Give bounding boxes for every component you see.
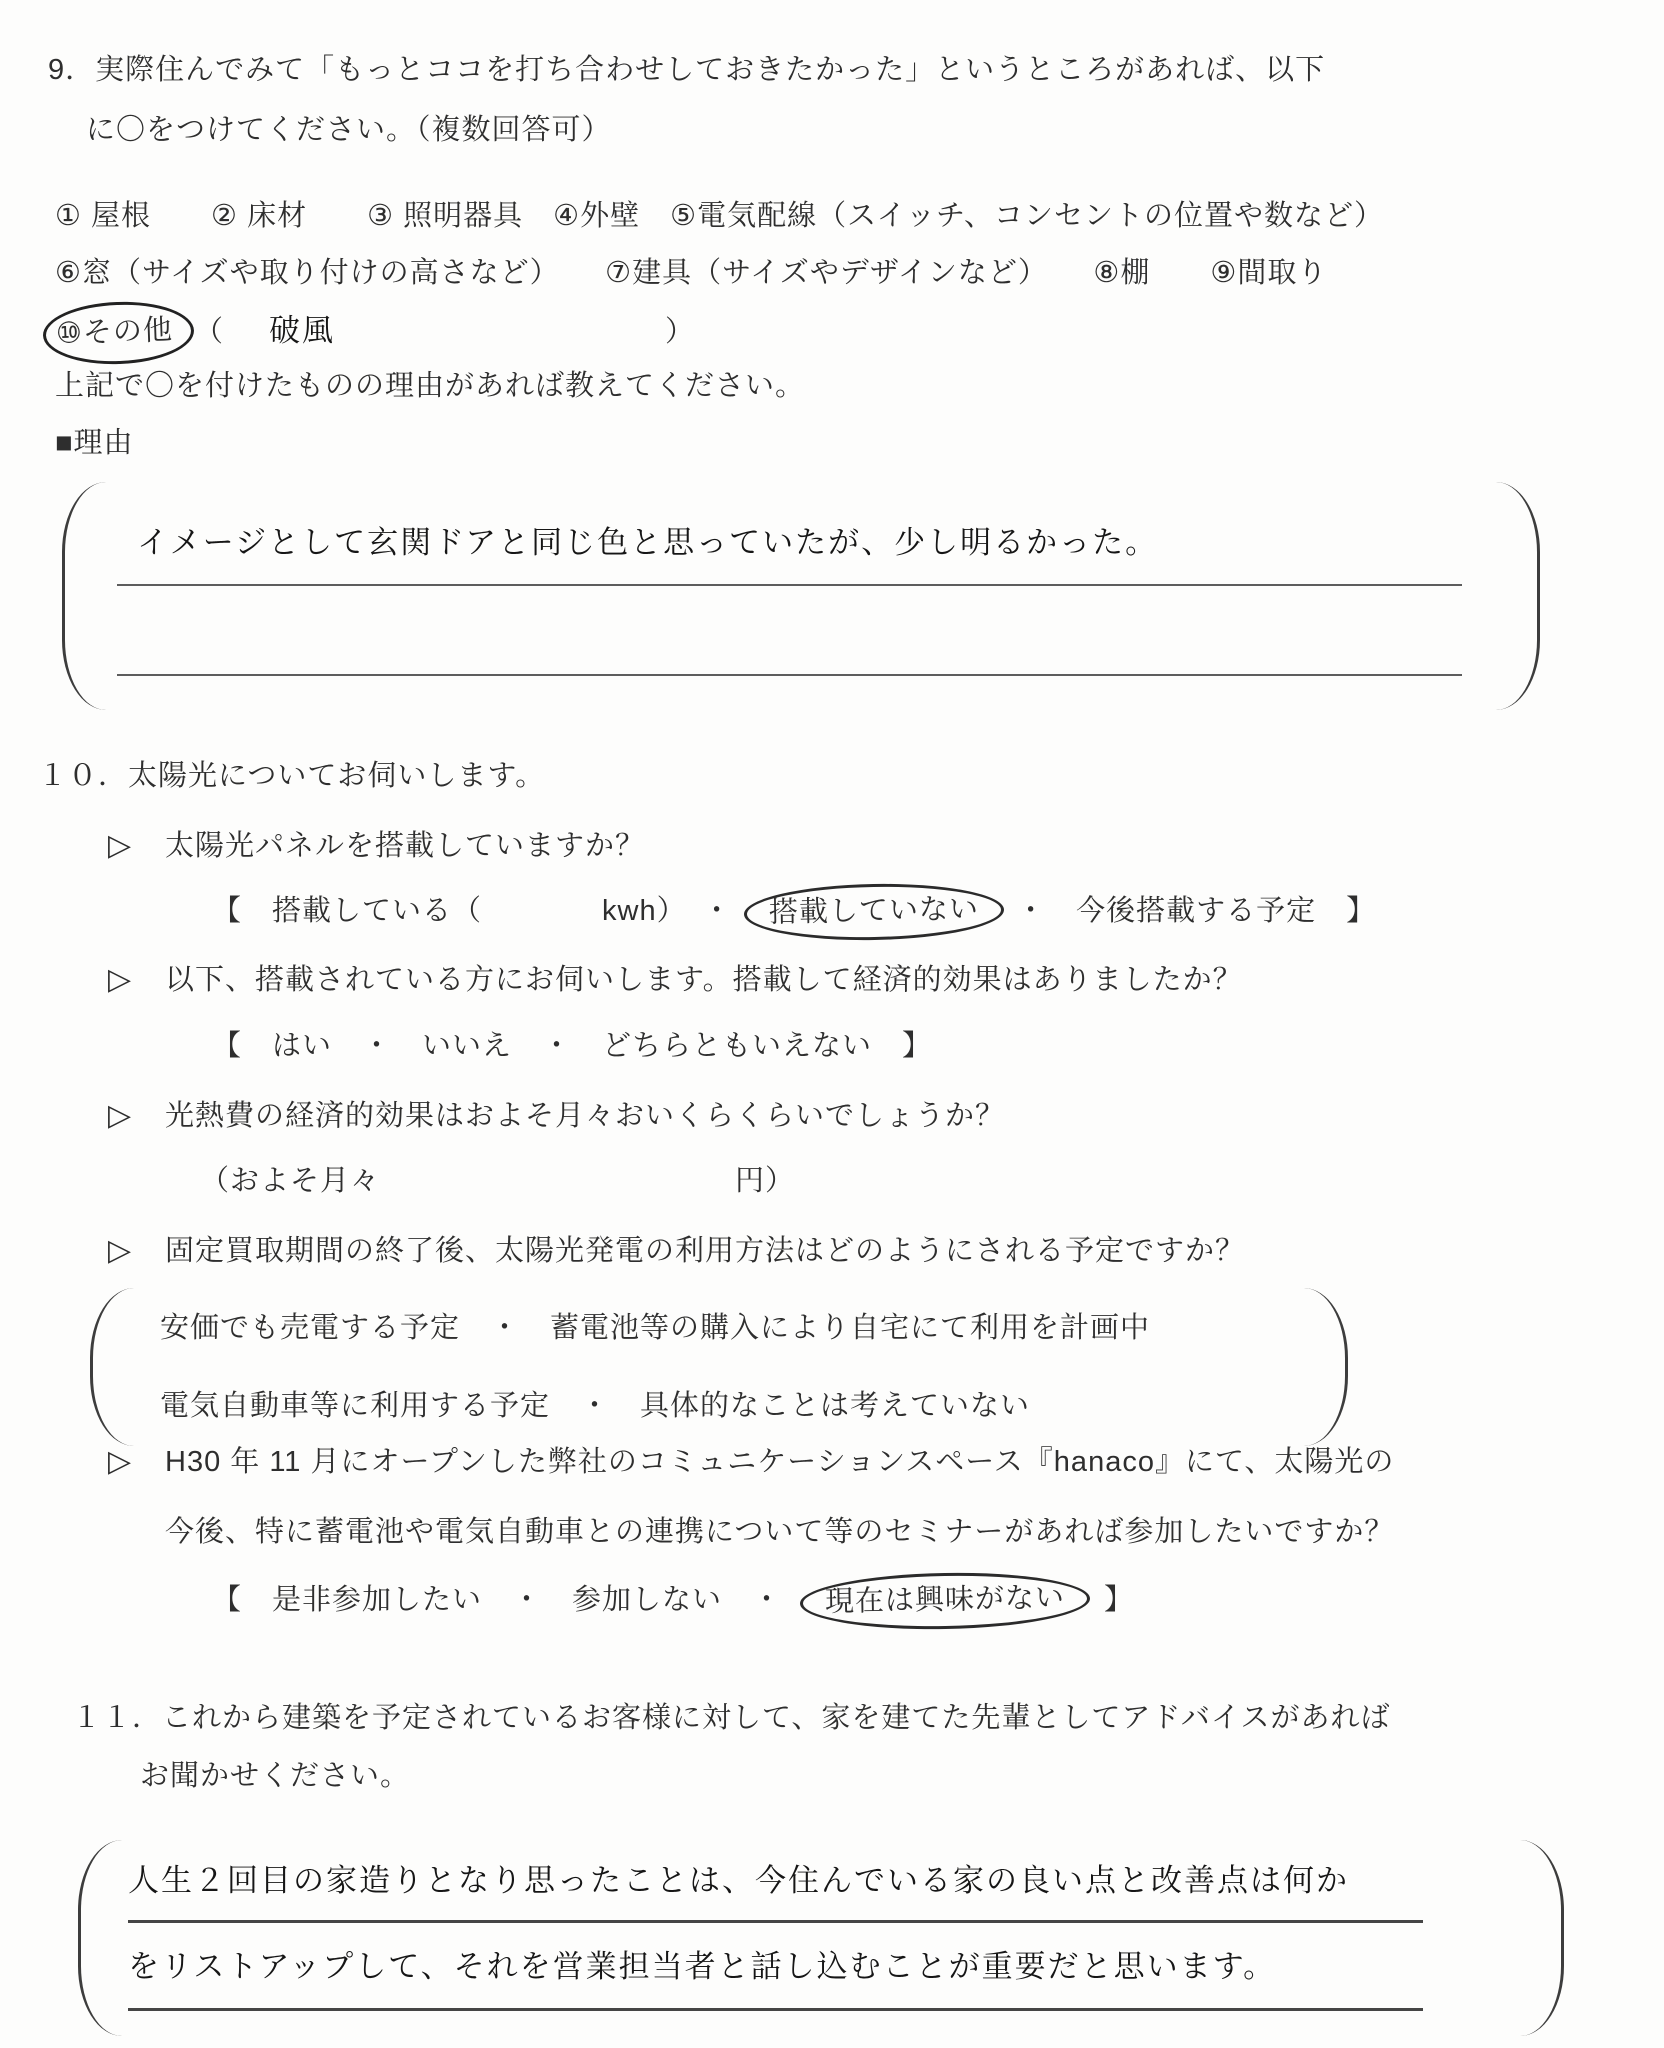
q11-title-line2: お聞かせください。	[140, 1760, 411, 1792]
bullet-arrow-icon: ▷	[108, 1099, 132, 1132]
q11-handwritten-answer-line1: 人生２回目の家造りとなり思ったことは、今住んでいる家の良い点と改善点は何か	[128, 1863, 1349, 1898]
b1-answer-kwh: kwh） ・	[602, 895, 733, 927]
q10-b3-answer-row	[200, 1163, 795, 1199]
hand-drawn-circle-b5	[800, 1570, 1091, 1631]
b5-answer-pre: 【 是非参加したい ・ 参加しない ・	[212, 1584, 783, 1616]
q11-title-line1: １１．これから建築を予定されているお客様に対して、家を建てた先輩としてアドバイスがあれば	[72, 1702, 1391, 1734]
q9-options-line2: ⑥窓（サイズや取り付けの高さなど） ⑦建具（サイズやデザインなど） ⑧棚 ⑨間取り	[55, 257, 1328, 289]
q10-b4-options-box	[90, 1288, 1348, 1446]
reason-heading-label: 理由	[73, 427, 134, 459]
q11-answer-box	[78, 1840, 1564, 2036]
hand-drawn-circle-other	[42, 299, 195, 367]
q10-b4-option-line1: 安価でも売電する予定 ・ 蓄電池等の購入により自宅にて利用を計画中	[160, 1312, 1151, 1344]
q10-b1-question: 太陽光パネルを搭載していますか？	[165, 830, 646, 862]
q9-option-other-handwritten-value: 破風	[269, 313, 336, 348]
q10-b1-answer-row	[212, 893, 1376, 929]
q9-followup-text: 上記で〇を付けたものの理由があれば教えてください。	[55, 370, 806, 402]
b1-circled-answer: 搭載していない	[768, 893, 980, 929]
q11-handwritten-answer-line2: をリストアップして、それを営業担当者と話し込むことが重要だと思います。	[128, 1949, 1277, 1984]
q9-reason-heading	[55, 425, 134, 461]
q10-b4-option-line2: 電気自動車等に利用する予定 ・ 具体的なことは考えていない	[160, 1390, 1031, 1422]
b5-circled-answer: 現在は興味がない	[824, 1581, 1066, 1619]
square-bullet-icon: ■	[55, 427, 74, 459]
b3-answer-pre: （およそ月々	[200, 1165, 381, 1197]
q10-b5-question-line1: H30 年 11 月にオープンした弊社のコミュニケーションスペース『hanaco』にて、太陽光の	[165, 1446, 1395, 1478]
q10-b5-answer-row	[212, 1582, 1134, 1618]
hand-drawn-circle-b1	[744, 882, 1005, 942]
b1-answer-post: ・ 今後搭載する予定 】	[1016, 895, 1377, 927]
bullet-arrow-icon: ▷	[108, 1445, 132, 1478]
q9-option-other-label: ⑩その他	[55, 314, 174, 351]
bullet-arrow-icon: ▷	[108, 829, 132, 862]
answer-line-rule-2	[117, 674, 1462, 676]
other-paren-close: ）	[665, 316, 696, 348]
b1-answer-pre: 【 搭載している（	[212, 895, 483, 927]
q10-b3-question: 光熱費の経済的効果はおよそ月々おいくらくらいでしょうか？	[165, 1100, 1006, 1132]
q9-options-line1: ① 屋根 ② 床材 ③ 照明器具 ④外壁 ⑤電気配線（スイッチ、コンセントの位置や数など）	[55, 200, 1384, 232]
q10-b4-question: 固定買取期間の終了後、太陽光発電の利用方法はどのようにされる予定ですか？	[165, 1235, 1246, 1267]
q9-reason-handwritten-answer: イメージとして玄関ドアと同じ色と思っていたが、少し明るかった。	[137, 525, 1159, 560]
b3-answer-post: 円）	[735, 1165, 796, 1197]
q10-b2-question: 以下、搭載されている方にお伺いします。搭載して経済的効果はありましたか？	[165, 964, 1243, 996]
answer-line-rule-4	[128, 2008, 1423, 2011]
q9-option-other-row	[55, 312, 695, 351]
q10-title: １０．太陽光についてお伺いします。	[38, 760, 546, 792]
other-paren-open: （	[194, 316, 225, 348]
q9-title-line1: 9．実際住んでみて「もっとココを打ち合わせしておきたかった」というところがあれば、以下	[48, 54, 1326, 86]
q9-title-line2: に〇をつけてください。（複数回答可）	[86, 114, 612, 146]
bullet-arrow-icon: ▷	[108, 1234, 132, 1267]
bullet-arrow-icon: ▷	[108, 963, 132, 996]
q10-b2-answer-row: 【 はい ・ いいえ ・ どちらともいえない 】	[212, 1030, 933, 1062]
b5-answer-post: 】	[1104, 1584, 1135, 1616]
answer-line-rule-1	[117, 584, 1462, 586]
q9-reason-answer-box	[62, 482, 1540, 710]
answer-line-rule-3	[128, 1920, 1423, 1923]
q10-b5-question-line2: 今後、特に蓄電池や電気自動車との連携について等のセミナーがあれば参加したいですか？	[165, 1516, 1395, 1548]
